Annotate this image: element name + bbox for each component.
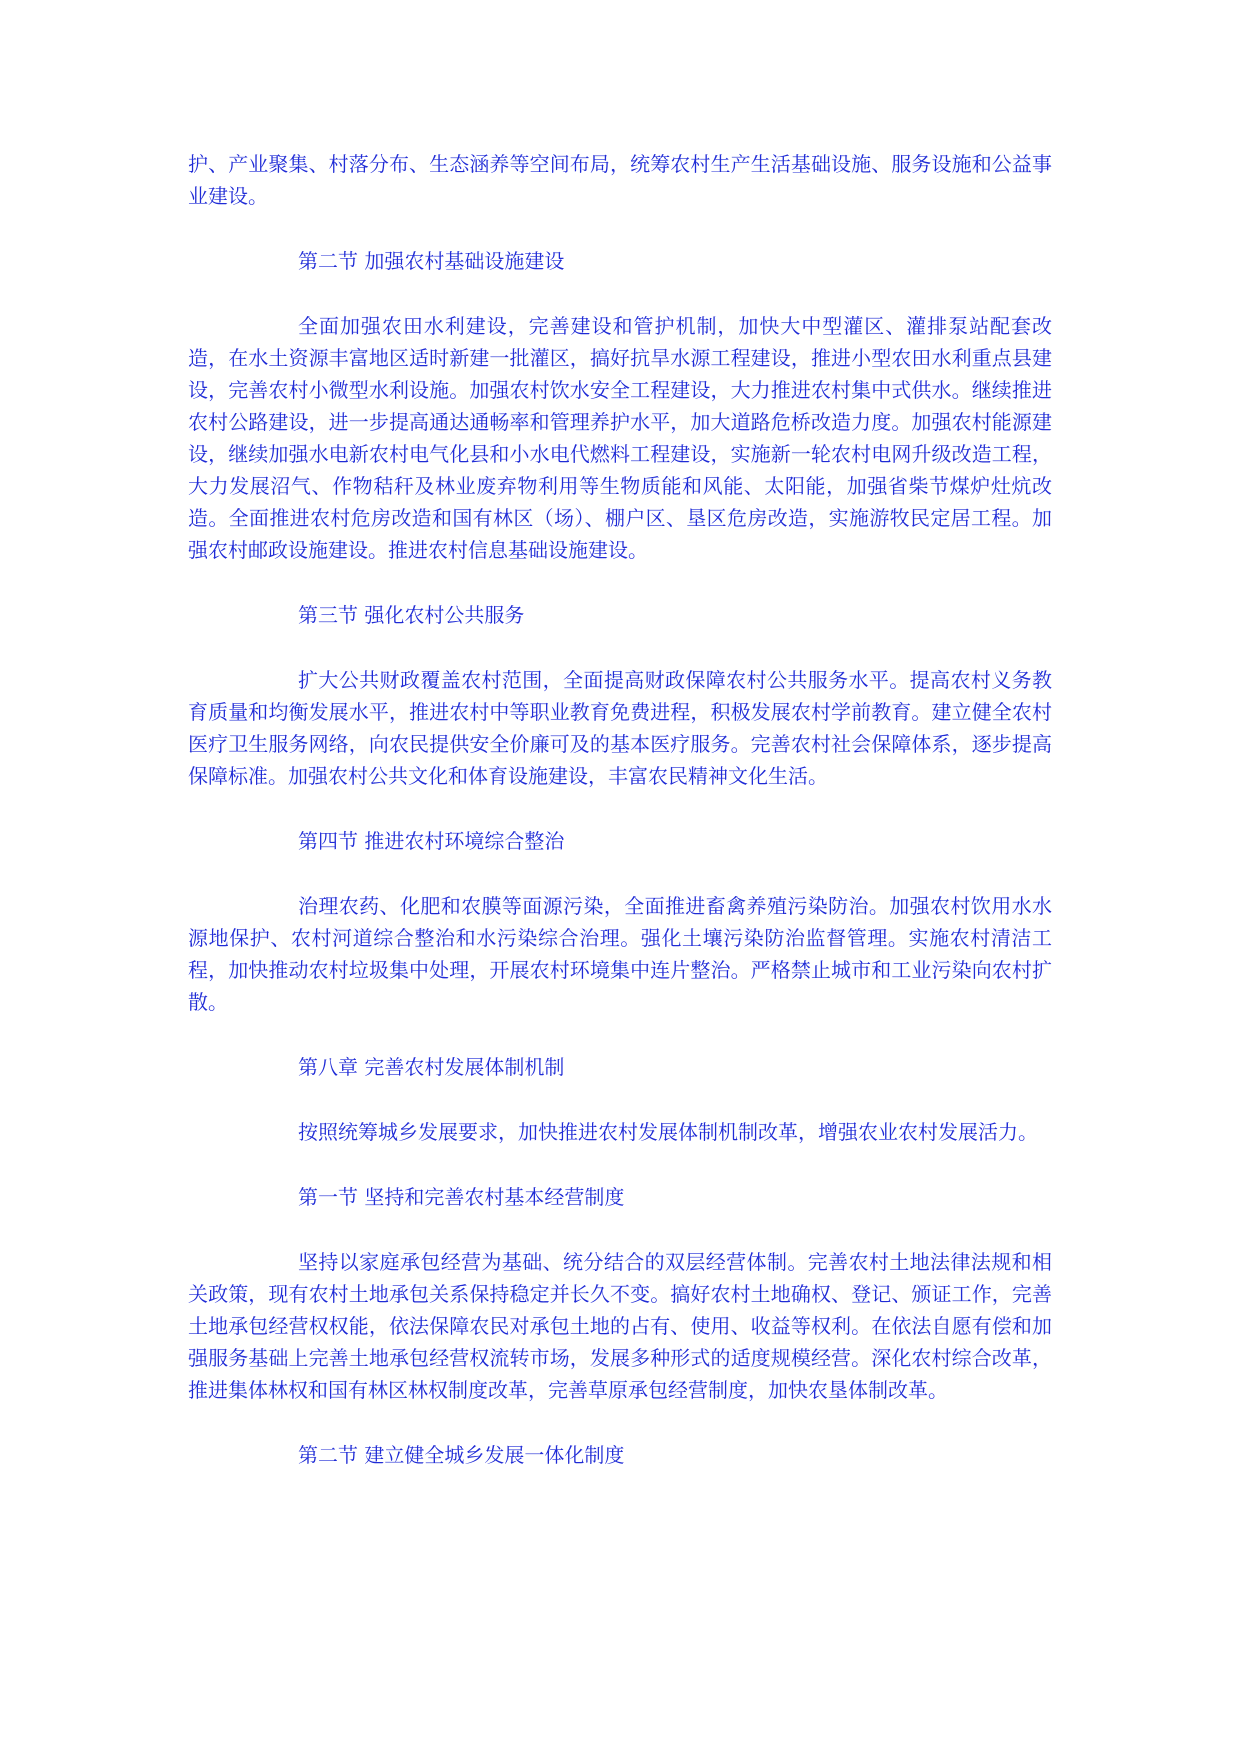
chapter-heading: 第八章 完善农村发展体制机制 bbox=[298, 1055, 565, 1079]
paragraph: 全面加强农田水利建设，完善建设和管护机制，加快大中型灌区、灌排泵站配套改造，在水土资源丰富地区适时新建一批灌区，搞好抗旱水源工程建设，推进小型农田水利重点县建设，完善农村小微型水利设施。加强农村饮水安全工程建设，大力推进农村集中式供水。继续推进农村公路建设，进一步提高通达通畅率和管理养护水平，加大道路危桥改造力度。加强农村能源建设，继续加强水电新农村电气化县和小水电代燃料工程建设，实施新一轮农村电网升级改造工程，大力发展沼气、作物秸秆及林业废弃物利用等生物质能和风能、太阳能，加强省柴节煤炉灶炕改造。全面推进农村危房改造和国有林区（场）、棚户区、垦区危房改造，实施游牧民定居工程。加强农村邮政设施建设。推进农村信息基础设施建设。 bbox=[188, 314, 1052, 562]
section-heading: 第一节 坚持和完善农村基本经营制度 bbox=[298, 1185, 625, 1209]
section-heading: 第三节 强化农村公共服务 bbox=[298, 603, 525, 627]
paragraph: 坚持以家庭承包经营为基础、统分结合的双层经营体制。完善农村土地法律法规和相关政策，现有农村土地承包关系保持稳定并长久不变。搞好农村土地确权、登记、颁证工作，完善土地承包经营权权能，依法保障农民对承包土地的占有、使用、收益等权利。在依法自愿有偿和加强服务基础上完善土地承包经营权流转市场，发展多种形式的适度规模经营。深化农村综合改革，推进集体林权和国有林区林权制度改革，完善草原承包经营制度，加快农垦体制改革。 bbox=[188, 1250, 1052, 1402]
paragraph: 按照统筹城乡发展要求，加快推进农村发展体制机制改革，增强农业农村发展活力。 bbox=[298, 1120, 1038, 1144]
section-heading: 第二节 建立健全城乡发展一体化制度 bbox=[298, 1443, 625, 1467]
document-page bbox=[188, 148, 1052, 1504]
paragraph: 治理农药、化肥和农膜等面源污染，全面推进畜禽养殖污染防治。加强农村饮用水水源地保护、农村河道综合整治和水污染综合治理。强化土壤污染防治监督管理。实施农村清洁工程，加快推动农村垃圾集中处理，开展农村环境集中连片整治。严格禁止城市和工业污染向农村扩散。 bbox=[188, 894, 1052, 1014]
paragraph-continued: 护、产业聚集、村落分布、生态涵养等空间布局，统筹农村生产生活基础设施、服务设施和公益事业建设。 bbox=[188, 152, 1052, 208]
section-heading: 第四节 推进农村环境综合整治 bbox=[298, 829, 565, 853]
section-heading: 第二节 加强农村基础设施建设 bbox=[298, 249, 565, 273]
paragraph: 扩大公共财政覆盖农村范围，全面提高财政保障农村公共服务水平。提高农村义务教育质量和均衡发展水平，推进农村中等职业教育免费进程，积极发展农村学前教育。建立健全农村医疗卫生服务网络，向农民提供安全价廉可及的基本医疗服务。完善农村社会保障体系，逐步提高保障标准。加强农村公共文化和体育设施建设，丰富农民精神文化生活。 bbox=[188, 668, 1052, 788]
